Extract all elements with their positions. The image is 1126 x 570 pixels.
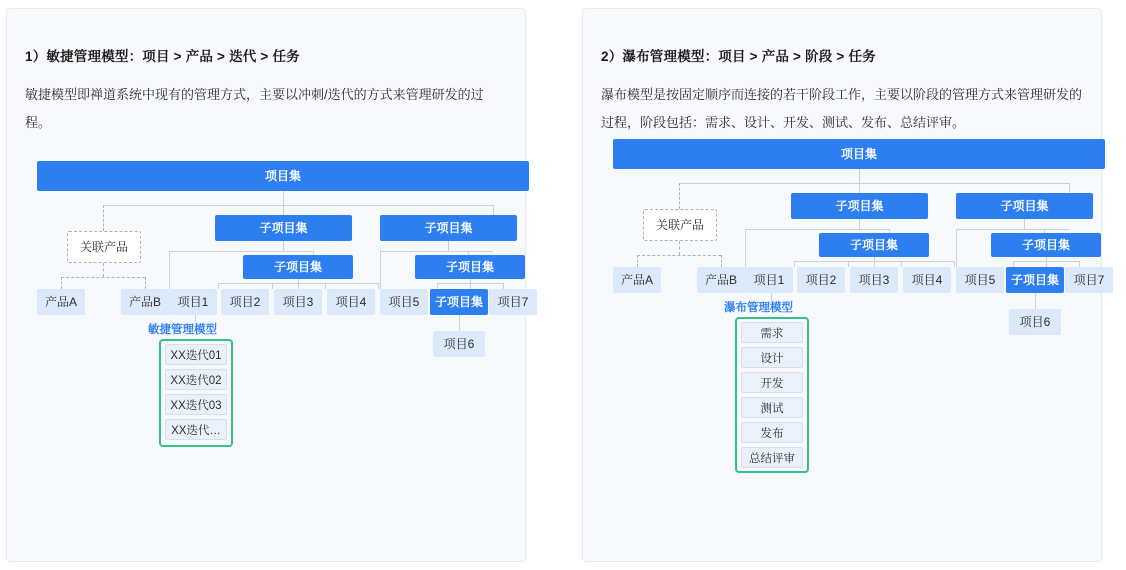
connector — [378, 283, 379, 289]
node-project-4[interactable]: 项目4 — [327, 289, 375, 315]
connector — [874, 257, 875, 267]
connector-dashed — [61, 277, 145, 278]
connector — [169, 251, 170, 289]
panel-heading: 1）敏捷管理模型：项目 > 产品 > 迭代 > 任务 — [25, 49, 300, 64]
connector — [272, 283, 273, 289]
node-project-2[interactable]: 项目2 — [221, 289, 269, 315]
connector — [448, 241, 449, 251]
connector — [459, 315, 460, 331]
node-project-1[interactable]: 项目1 — [745, 267, 793, 293]
model-item[interactable]: XX迭代… — [165, 419, 227, 440]
connector-dashed — [679, 241, 680, 255]
connector — [298, 279, 299, 289]
node-sub-program[interactable]: 子项目集 — [215, 215, 352, 241]
connector-dashed — [637, 255, 721, 256]
node-sub-program[interactable]: 子项目集 — [956, 193, 1093, 219]
node-product-a[interactable]: 产品A — [37, 289, 85, 315]
connector — [325, 283, 326, 289]
node-project-2[interactable]: 项目2 — [797, 267, 845, 293]
connector — [1046, 257, 1047, 267]
connector — [794, 261, 954, 262]
connector-dashed — [103, 263, 104, 277]
connector — [283, 191, 284, 205]
node-project-6[interactable]: 项目6 — [1009, 309, 1061, 335]
node-project-3[interactable]: 项目3 — [274, 289, 322, 315]
panel-description: 瀑布模型是按固定顺序而连接的若干阶段工作，主要以阶段的管理方式来管理研发的过程，阶段包括：需求、设计、开发、测试、发布、总结评审。 — [601, 87, 1083, 130]
connector — [218, 283, 219, 289]
connector — [1035, 293, 1036, 309]
node-related-product[interactable]: 关联产品 — [67, 231, 141, 263]
connector-dashed — [103, 205, 104, 231]
node-program-root[interactable]: 项目集 — [37, 161, 529, 191]
connector — [679, 183, 1069, 184]
connector — [794, 261, 795, 267]
model-item[interactable]: 总结评审 — [741, 447, 803, 468]
connector — [956, 229, 957, 267]
connector — [437, 283, 503, 284]
model-item[interactable]: XX迭代03 — [165, 394, 227, 415]
connector-dashed — [61, 277, 62, 289]
connector — [380, 251, 493, 252]
connector — [954, 261, 955, 267]
connector-dashed — [145, 277, 146, 289]
node-project-7[interactable]: 项目7 — [489, 289, 537, 315]
connector — [745, 229, 746, 267]
connector — [848, 261, 849, 267]
node-project-5[interactable]: 项目5 — [956, 267, 1004, 293]
model-item[interactable]: 发布 — [741, 422, 803, 443]
node-sub-program-leaf[interactable]: 子项目集 — [430, 289, 488, 315]
node-sub-program[interactable]: 子项目集 — [791, 193, 928, 219]
connector — [745, 229, 889, 230]
connector — [859, 169, 860, 183]
node-project-7[interactable]: 项目7 — [1065, 267, 1113, 293]
connector — [1024, 219, 1025, 229]
model-item[interactable]: 开发 — [741, 372, 803, 393]
node-product-a[interactable]: 产品A — [613, 267, 661, 293]
node-project-6[interactable]: 项目6 — [433, 331, 485, 357]
model-label: 敏捷管理模型 — [148, 324, 217, 336]
node-sub-program-level2[interactable]: 子项目集 — [243, 255, 353, 279]
connector — [859, 219, 860, 229]
connector-dashed — [679, 183, 680, 209]
connector — [283, 205, 284, 215]
panel-waterfall-model — [582, 8, 1105, 562]
connector-dashed — [721, 255, 722, 267]
panel-description: 敏捷模型即禅道系统中现有的管理方式，主要以冲刺/迭代的方式来管理研发的过程。 — [25, 87, 484, 130]
node-product-b[interactable]: 产品B — [121, 289, 169, 315]
agile-hierarchy-diagram — [25, 151, 529, 541]
model-item[interactable]: XX迭代01 — [165, 344, 227, 365]
connector-dashed — [637, 255, 638, 267]
connector — [103, 205, 493, 206]
connector — [1013, 261, 1079, 262]
model-item[interactable]: XX迭代02 — [165, 369, 227, 390]
connector — [470, 279, 471, 289]
connector — [901, 261, 902, 267]
node-sub-program-level2[interactable]: 子项目集 — [819, 233, 929, 257]
node-project-5[interactable]: 项目5 — [380, 289, 428, 315]
connector — [218, 283, 378, 284]
node-related-product[interactable]: 关联产品 — [643, 209, 717, 241]
panel-agile-model — [6, 8, 529, 562]
model-item[interactable]: 测试 — [741, 397, 803, 418]
node-sub-program-leaf[interactable]: 子项目集 — [1006, 267, 1064, 293]
connector — [493, 205, 494, 215]
node-project-1[interactable]: 项目1 — [169, 289, 217, 315]
node-product-b[interactable]: 产品B — [697, 267, 745, 293]
connector — [380, 251, 381, 289]
model-label: 瀑布管理模型 — [724, 302, 793, 314]
connector — [859, 183, 860, 193]
connector — [169, 251, 313, 252]
node-project-3[interactable]: 项目3 — [850, 267, 898, 293]
node-sub-program-level2[interactable]: 子项目集 — [415, 255, 525, 279]
connector — [283, 241, 284, 251]
connector — [956, 229, 1069, 230]
node-project-4[interactable]: 项目4 — [903, 267, 951, 293]
node-sub-program-level2[interactable]: 子项目集 — [991, 233, 1101, 257]
node-sub-program[interactable]: 子项目集 — [380, 215, 517, 241]
connector — [1069, 183, 1070, 193]
panel-heading: 2）瀑布管理模型：项目 > 产品 > 阶段 > 任务 — [601, 49, 876, 64]
model-item[interactable]: 设计 — [741, 347, 803, 368]
waterfall-hierarchy-diagram — [601, 129, 1105, 519]
model-item[interactable]: 需求 — [741, 322, 803, 343]
node-program-root[interactable]: 项目集 — [613, 139, 1105, 169]
